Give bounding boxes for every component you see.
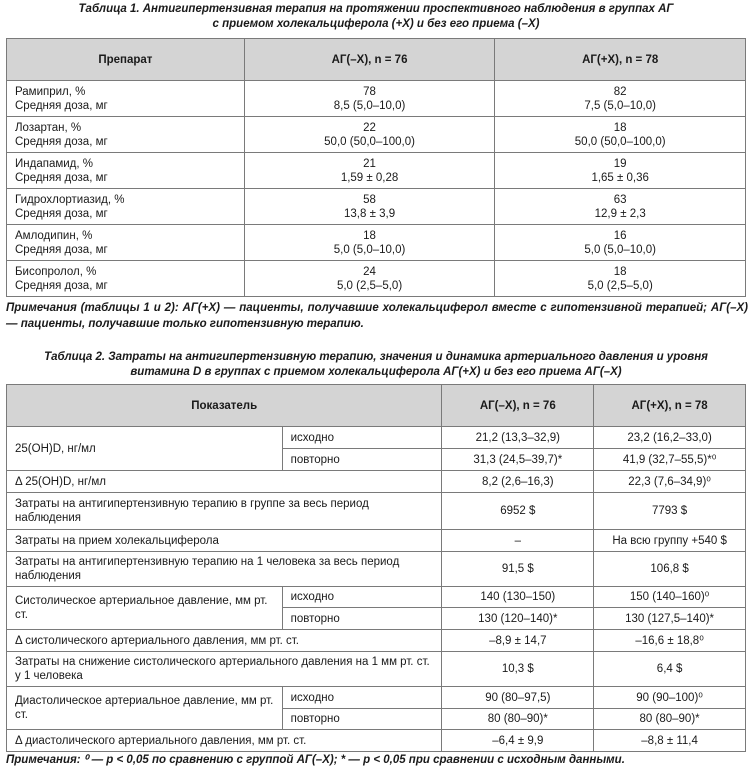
delta-sbp-pos: –16,6 ± 18,8⁰ bbox=[594, 630, 746, 652]
neg-dose: 1,59 ± 0,28 bbox=[340, 171, 399, 184]
table1 bbox=[6, 38, 746, 297]
drug-name: Индапамид, % bbox=[15, 157, 94, 170]
pos-cell bbox=[495, 153, 746, 189]
cost-person-neg: 91,5 $ bbox=[442, 552, 594, 587]
cost-sbp-neg: 10,3 $ bbox=[442, 652, 594, 687]
cost-total-neg: 6952 $ bbox=[442, 493, 594, 530]
delta-vitd-label: Δ 25(OH)D, нг/мл bbox=[7, 471, 442, 493]
table-row bbox=[7, 153, 746, 189]
table1-caption-line2: с приемом холекальциферола (+Х) и без его приема (–Х) bbox=[212, 18, 540, 30]
pos-cell bbox=[495, 261, 746, 297]
table-row bbox=[7, 652, 746, 687]
neg-dose: 50,0 (50,0–100,0) bbox=[324, 135, 415, 148]
table2-header-row bbox=[7, 385, 746, 427]
sbp-repeat-neg: 130 (120–140)* bbox=[442, 608, 594, 630]
cost-person-pos: 106,8 $ bbox=[594, 552, 746, 587]
neg-percent: 78 bbox=[363, 85, 376, 98]
table2-header-indicator: Показатель bbox=[7, 385, 442, 427]
cholecalciferol-cost-pos: На всю группу +540 $ bbox=[594, 530, 746, 552]
table2-note: Примечания: ⁰ — p < 0,05 по сравнению с группой АГ(–Х); * — p < 0,05 при сравнении с исходным данными. bbox=[6, 754, 625, 766]
dbp-baseline-neg: 90 (80–97,5) bbox=[442, 687, 594, 709]
sbp-baseline-label: исходно bbox=[282, 587, 442, 608]
cost-sbp-label: Затраты на снижение систолического артериального давления на 1 мм рт. ст. у 1 человека bbox=[7, 652, 442, 687]
table-row bbox=[7, 730, 746, 752]
table2-header-neg: АГ(–Х), n = 76 bbox=[442, 385, 594, 427]
table-row bbox=[7, 261, 746, 297]
neg-percent: 22 bbox=[363, 121, 376, 134]
dbp-repeat-neg: 80 (80–90)* bbox=[442, 709, 594, 730]
cost-person-label: Затраты на антигипертензивную терапию на 1 человека за весь период наблюдения bbox=[7, 552, 442, 587]
dose-label: Средняя доза, мг bbox=[15, 279, 108, 292]
cholecalciferol-cost-label: Затраты на прием холекальциферола bbox=[7, 530, 442, 552]
delta-sbp-label: Δ систолического артериального давления, мм рт. ст. bbox=[7, 630, 442, 652]
table1-header-pos: АГ(+Х), n = 78 bbox=[495, 39, 746, 81]
dose-label: Средняя доза, мг bbox=[15, 171, 108, 184]
neg-dose: 5,0 (5,0–10,0) bbox=[333, 243, 406, 256]
neg-cell bbox=[244, 153, 495, 189]
drug-name: Амлодипин, % bbox=[15, 229, 93, 242]
sbp-baseline-pos: 150 (140–160)⁰ bbox=[594, 587, 746, 608]
table-row bbox=[7, 687, 746, 709]
dose-label: Средняя доза, мг bbox=[15, 99, 108, 112]
neg-dose: 8,5 (5,0–10,0) bbox=[333, 99, 406, 112]
neg-percent: 21 bbox=[363, 157, 376, 170]
pos-dose: 1,65 ± 0,36 bbox=[591, 171, 649, 184]
pos-dose: 50,0 (50,0–100,0) bbox=[574, 135, 666, 148]
delta-sbp-neg: –8,9 ± 14,7 bbox=[442, 630, 594, 652]
pos-dose: 7,5 (5,0–10,0) bbox=[584, 99, 656, 112]
vitd-label: 25(OH)D, нг/мл bbox=[7, 427, 283, 471]
delta-dbp-pos: –8,8 ± 11,4 bbox=[594, 730, 746, 752]
sbp-baseline-neg: 140 (130–150) bbox=[442, 587, 594, 608]
table-row bbox=[7, 189, 746, 225]
pos-percent: 16 bbox=[613, 229, 627, 242]
pos-percent: 82 bbox=[613, 85, 627, 98]
table-row bbox=[7, 587, 746, 608]
pos-percent: 18 bbox=[613, 265, 627, 278]
drug-cell bbox=[7, 153, 245, 189]
table2 bbox=[6, 384, 746, 752]
table2-caption-line1: Таблица 2. Затраты на антигипертензивную терапию, значения и динамика артериального давления и уровня bbox=[44, 351, 708, 363]
vitd-baseline-pos: 23,2 (16,2–33,0) bbox=[594, 427, 746, 449]
drug-name: Бисопролол, % bbox=[15, 265, 97, 278]
neg-cell bbox=[244, 81, 495, 117]
drug-name: Гидрохлортиазид, % bbox=[15, 193, 125, 206]
table-row bbox=[7, 471, 746, 493]
neg-cell bbox=[244, 117, 495, 153]
cost-total-pos: 7793 $ bbox=[594, 493, 746, 530]
table-row bbox=[7, 81, 746, 117]
table2-caption-line2: витамина D в группах с приемом холекальциферола АГ(+Х) и без его приема АГ(–Х) bbox=[130, 366, 622, 378]
neg-dose: 5,0 (2,5–5,0) bbox=[336, 279, 403, 292]
cost-total-label: Затраты на антигипертензивную терапию в группе за весь период наблюдения bbox=[7, 493, 442, 530]
pos-percent: 63 bbox=[613, 193, 627, 206]
neg-percent: 58 bbox=[363, 193, 376, 206]
drug-cell bbox=[7, 81, 245, 117]
drug-cell bbox=[7, 117, 245, 153]
dbp-repeat-label: повторно bbox=[282, 709, 442, 730]
table1-header-neg: АГ(–Х), n = 76 bbox=[244, 39, 495, 81]
table1-caption-line1: Таблица 1. Антигипертензивная терапия на протяжении проспективного наблюдения в группах АГ bbox=[78, 3, 674, 15]
table1-header-drug: Препарат bbox=[7, 39, 245, 81]
pos-dose: 12,9 ± 2,3 bbox=[594, 207, 646, 220]
vitd-repeat-pos: 41,9 (32,7–55,5)*⁰ bbox=[594, 449, 746, 471]
cholecalciferol-cost-neg: – bbox=[442, 530, 594, 552]
table-row bbox=[7, 530, 746, 552]
pos-cell bbox=[495, 81, 746, 117]
vitd-baseline-label: исходно bbox=[282, 427, 442, 449]
sbp-label: Систолическое артериальное давление, мм рт. ст. bbox=[7, 587, 283, 630]
table1-header-row bbox=[7, 39, 746, 81]
pos-dose: 5,0 (2,5–5,0) bbox=[587, 279, 653, 292]
dbp-repeat-pos: 80 (80–90)* bbox=[594, 709, 746, 730]
drug-name: Лозартан, % bbox=[15, 121, 82, 134]
dbp-baseline-label: исходно bbox=[282, 687, 442, 709]
table-row bbox=[7, 552, 746, 587]
table-row bbox=[7, 117, 746, 153]
table1-note: Примечания (таблицы 1 и 2): АГ(+Х) — пациенты, получавшие холекальциферол вместе с гипотензивной терапией; АГ(–Х) — пациенты, получавшие только гипотензивную терапию. bbox=[6, 302, 748, 330]
table-row bbox=[7, 225, 746, 261]
dbp-baseline-pos: 90 (90–100)⁰ bbox=[594, 687, 746, 709]
table-row bbox=[7, 493, 746, 530]
pos-cell bbox=[495, 225, 746, 261]
neg-dose: 13,8 ± 3,9 bbox=[344, 207, 396, 220]
cost-sbp-pos: 6,4 $ bbox=[594, 652, 746, 687]
neg-cell bbox=[244, 225, 495, 261]
delta-dbp-label: Δ диастолического артериального давления, мм рт. ст. bbox=[7, 730, 442, 752]
drug-name: Рамиприл, % bbox=[15, 85, 86, 98]
delta-dbp-neg: –6,4 ± 9,9 bbox=[442, 730, 594, 752]
sbp-repeat-pos: 130 (127,5–140)* bbox=[594, 608, 746, 630]
neg-percent: 24 bbox=[363, 265, 376, 278]
dbp-label: Диастолическое артериальное давление, мм рт. ст. bbox=[7, 687, 283, 730]
table-row bbox=[7, 427, 746, 449]
vitd-repeat-label: повторно bbox=[282, 449, 442, 471]
dose-label: Средняя доза, мг bbox=[15, 135, 108, 148]
dose-label: Средняя доза, мг bbox=[15, 207, 108, 220]
vitd-baseline-neg: 21,2 (13,3–32,9) bbox=[442, 427, 594, 449]
table1-caption bbox=[0, 2, 752, 32]
dose-label: Средняя доза, мг bbox=[15, 243, 108, 256]
table2-caption bbox=[0, 350, 752, 380]
table-row bbox=[7, 630, 746, 652]
pos-percent: 19 bbox=[613, 157, 627, 170]
delta-vitd-neg: 8,2 (2,6–16,3) bbox=[442, 471, 594, 493]
drug-cell bbox=[7, 189, 245, 225]
pos-dose: 5,0 (5,0–10,0) bbox=[584, 243, 656, 256]
pos-cell bbox=[495, 117, 746, 153]
delta-vitd-pos: 22,3 (7,6–34,9)⁰ bbox=[594, 471, 746, 493]
drug-cell bbox=[7, 261, 245, 297]
pos-cell bbox=[495, 189, 746, 225]
neg-percent: 18 bbox=[363, 229, 376, 242]
neg-cell bbox=[244, 189, 495, 225]
neg-cell bbox=[244, 261, 495, 297]
drug-cell bbox=[7, 225, 245, 261]
sbp-repeat-label: повторно bbox=[282, 608, 442, 630]
pos-percent: 18 bbox=[613, 121, 627, 134]
vitd-repeat-neg: 31,3 (24,5–39,7)* bbox=[442, 449, 594, 471]
table2-header-pos: АГ(+Х), n = 78 bbox=[594, 385, 746, 427]
